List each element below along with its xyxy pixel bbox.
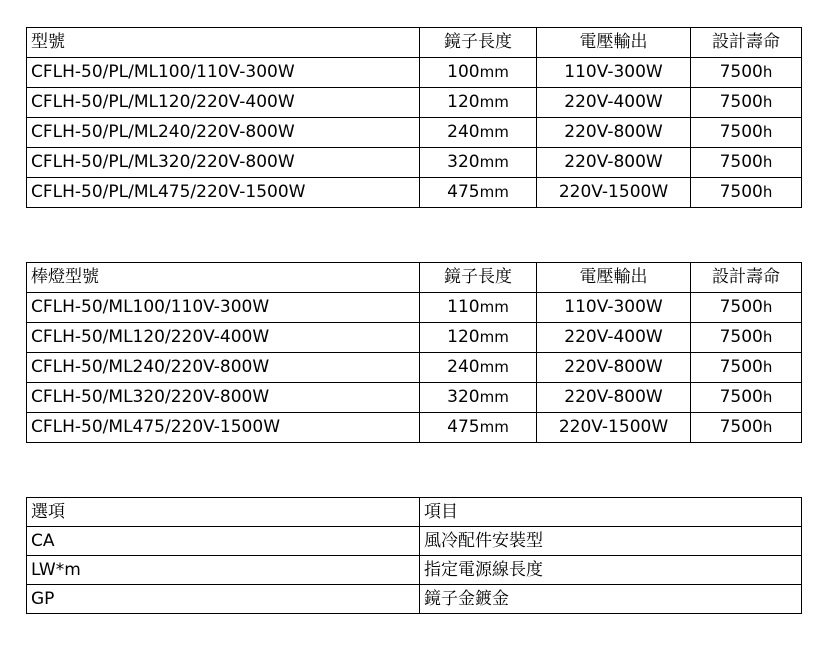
life-value: 7500 (719, 62, 763, 82)
option-cell: GP (27, 585, 420, 614)
table-row (27, 293, 802, 323)
mirror-length-cell (420, 353, 537, 383)
voltage-output-cell: 110V-300W (537, 58, 691, 88)
length-unit: mm (479, 183, 509, 201)
length-unit: mm (479, 418, 509, 436)
length-value: 320 (447, 387, 480, 407)
table-row (27, 58, 802, 88)
table-header-row (27, 263, 802, 293)
table-header-row (27, 498, 802, 527)
length-value: 240 (447, 122, 480, 142)
length-value: 110 (447, 297, 480, 317)
header-model: 型號 (27, 28, 420, 58)
header-design-life: 設計壽命 (691, 263, 802, 293)
life-value: 7500 (719, 297, 763, 317)
life-unit: h (762, 358, 773, 376)
life-value: 7500 (719, 152, 763, 172)
life-unit: h (762, 93, 773, 111)
item-cell: 指定電源線長度 (420, 556, 802, 585)
length-value: 120 (447, 327, 480, 347)
life-unit: h (762, 298, 773, 316)
design-life-cell (691, 148, 802, 178)
voltage-output-cell: 220V-400W (537, 323, 691, 353)
model-cell: CFLH-50/ML100/110V-300W (27, 293, 420, 323)
length-unit: mm (479, 93, 509, 111)
item-cell: 風冷配件安裝型 (420, 527, 802, 556)
life-value: 7500 (719, 122, 763, 142)
length-value: 100 (447, 62, 480, 82)
header-rod-lamp-model: 棒燈型號 (27, 263, 420, 293)
mirror-length-cell (420, 413, 537, 443)
design-life-cell (691, 58, 802, 88)
model-cell: CFLH-50/PL/ML100/110V-300W (27, 58, 420, 88)
model-cell: CFLH-50/PL/ML475/220V-1500W (27, 178, 420, 208)
voltage-output-cell: 110V-300W (537, 293, 691, 323)
header-voltage-output: 電壓輸出 (537, 28, 691, 58)
length-unit: mm (479, 358, 509, 376)
life-unit: h (762, 63, 773, 81)
voltage-output-cell: 220V-800W (537, 353, 691, 383)
model-cell: CFLH-50/ML240/220V-800W (27, 353, 420, 383)
life-value: 7500 (719, 357, 763, 377)
model-cell: CFLH-50/ML475/220V-1500W (27, 413, 420, 443)
length-value: 475 (447, 182, 480, 202)
table-row (27, 556, 802, 585)
table-row (27, 383, 802, 413)
life-value: 7500 (719, 327, 763, 347)
table-row (27, 178, 802, 208)
mirror-length-cell (420, 88, 537, 118)
model-cell: CFLH-50/ML120/220V-400W (27, 323, 420, 353)
design-life-cell (691, 293, 802, 323)
header-voltage-output: 電壓輸出 (537, 263, 691, 293)
length-value: 240 (447, 357, 480, 377)
design-life-cell (691, 353, 802, 383)
rod-lamp-spec-table (26, 262, 802, 443)
voltage-output-cell: 220V-1500W (537, 413, 691, 443)
header-item: 項目 (420, 498, 802, 527)
voltage-output-cell: 220V-400W (537, 88, 691, 118)
length-unit: mm (479, 123, 509, 141)
table-row (27, 148, 802, 178)
life-value: 7500 (719, 182, 763, 202)
table-row (27, 353, 802, 383)
mirror-length-cell (420, 323, 537, 353)
header-option: 選項 (27, 498, 420, 527)
header-mirror-length: 鏡子長度 (420, 263, 537, 293)
design-life-cell (691, 88, 802, 118)
length-value: 120 (447, 92, 480, 112)
voltage-output-cell: 220V-800W (537, 383, 691, 413)
options-table (26, 497, 802, 614)
table-row (27, 323, 802, 353)
mirror-length-cell (420, 118, 537, 148)
mirror-length-cell (420, 293, 537, 323)
life-unit: h (762, 153, 773, 171)
length-unit: mm (479, 153, 509, 171)
length-value: 320 (447, 152, 480, 172)
voltage-output-cell: 220V-800W (537, 148, 691, 178)
life-value: 7500 (719, 387, 763, 407)
design-life-cell (691, 178, 802, 208)
length-unit: mm (479, 328, 509, 346)
mirror-length-cell (420, 148, 537, 178)
header-design-life: 設計壽命 (691, 28, 802, 58)
table-row (27, 585, 802, 614)
model-cell: CFLH-50/PL/ML320/220V-800W (27, 148, 420, 178)
design-life-cell (691, 413, 802, 443)
item-cell: 鏡子金鍍金 (420, 585, 802, 614)
voltage-output-cell: 220V-800W (537, 118, 691, 148)
voltage-output-cell: 220V-1500W (537, 178, 691, 208)
mirror-length-cell (420, 383, 537, 413)
mirror-length-cell (420, 58, 537, 88)
design-life-cell (691, 383, 802, 413)
model-cell: CFLH-50/PL/ML120/220V-400W (27, 88, 420, 118)
header-mirror-length: 鏡子長度 (420, 28, 537, 58)
option-cell: LW*m (27, 556, 420, 585)
life-unit: h (762, 388, 773, 406)
life-value: 7500 (719, 417, 763, 437)
table-row (27, 88, 802, 118)
length-unit: mm (479, 298, 509, 316)
mirror-length-cell (420, 178, 537, 208)
model-cell: CFLH-50/PL/ML240/220V-800W (27, 118, 420, 148)
table-row (27, 413, 802, 443)
design-life-cell (691, 118, 802, 148)
length-unit: mm (479, 388, 509, 406)
design-life-cell (691, 323, 802, 353)
option-cell: CA (27, 527, 420, 556)
length-unit: mm (479, 63, 509, 81)
table-header-row (27, 28, 802, 58)
life-value: 7500 (719, 92, 763, 112)
life-unit: h (762, 123, 773, 141)
table-row (27, 118, 802, 148)
life-unit: h (762, 183, 773, 201)
life-unit: h (762, 328, 773, 346)
table-row (27, 527, 802, 556)
model-cell: CFLH-50/ML320/220V-800W (27, 383, 420, 413)
model-spec-table (26, 27, 802, 208)
life-unit: h (762, 418, 773, 436)
length-value: 475 (447, 417, 480, 437)
